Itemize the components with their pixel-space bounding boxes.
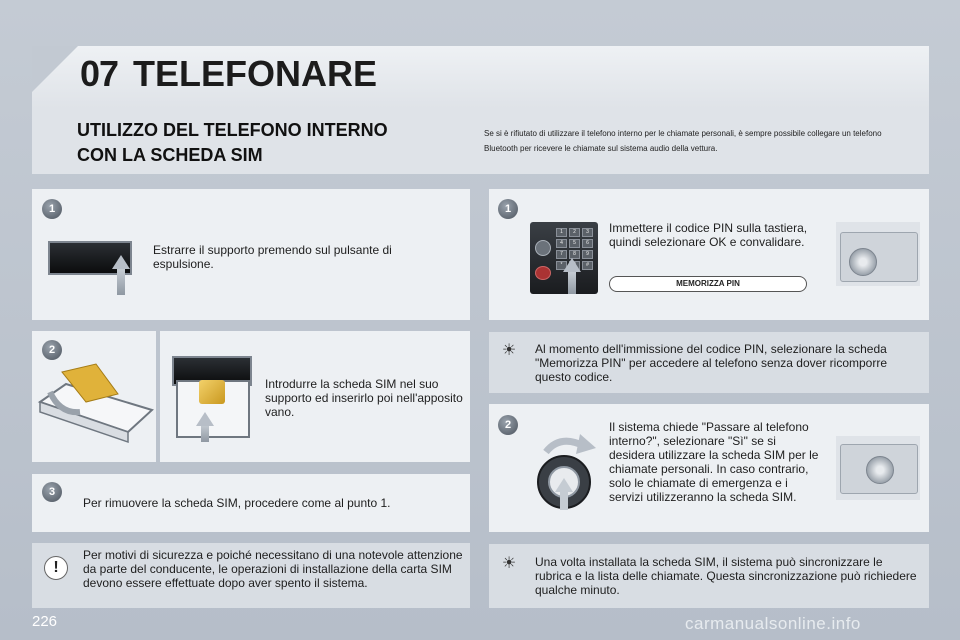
keypad-red-button-icon — [535, 266, 551, 280]
radio-dial-icon — [866, 456, 894, 484]
left-step1-text: Estrarre il supporto premendo sul pulsante di espulsione. — [153, 243, 392, 271]
chapter-title: TELEFONARE — [133, 53, 378, 94]
right-step2-text: Il sistema chiede "Passare al telefono interno?", selezionare "Sì" se si desidera utilizzare la scheda SIM per le chiamate personali. In caso contrario, solo le chiamate di emergenza e i servizi utilizzeranno la scheda SIM. — [609, 420, 819, 504]
keypad-key: 8 — [569, 250, 580, 259]
keypad-key: 9 — [582, 250, 593, 259]
keypad-arrow-stem — [568, 272, 576, 294]
keypad-key: * — [556, 261, 567, 270]
page-number: 226 — [32, 613, 58, 630]
keypad-key: 6 — [582, 239, 593, 248]
warning-text: Per motivi di sicurezza e poiché necessitano di una notevole attenzione da parte del conducente, le operazioni di installazione della carta SIM devono essere effettuate dopo aver spento il sistema. — [83, 548, 463, 590]
radio-dial-icon — [849, 248, 877, 276]
keypad-key: 2 — [569, 228, 580, 237]
eject-arrow-icon — [112, 255, 130, 269]
left-step2-text: Introdurre la scheda SIM nel suo supporto ed inserirlo poi nell'apposito vano. — [265, 377, 463, 419]
section-title-line1: UTILIZZO DEL TELEFONO INTERNO — [77, 120, 388, 140]
watermark: carmanualsonline.info — [685, 614, 861, 633]
step-badge: 3 — [42, 482, 62, 502]
keypad-key: 1 — [556, 228, 567, 237]
keypad-key: 4 — [556, 239, 567, 248]
keypad-key: 7 — [556, 250, 567, 259]
insert-arrow-stem — [201, 424, 209, 442]
step-badge: 1 — [498, 199, 518, 219]
keypad-knob-icon — [535, 240, 551, 256]
rotary-knob-illustration — [532, 430, 602, 516]
keypad-key: # — [582, 261, 593, 270]
step-badge: 2 — [498, 415, 518, 435]
eject-arrow-stem — [117, 269, 125, 295]
chapter-number: 07 — [80, 53, 119, 94]
tip1-text: Al momento dell'immissione del codice PIN, selezionare la scheda "Memorizza PIN" per accedere al telefono senza dover ricomporre questo codice. — [535, 342, 888, 384]
section-title — [77, 118, 457, 168]
keypad-key: 5 — [569, 239, 580, 248]
tip-light-icon: ☀ — [501, 555, 517, 572]
header-note: Se si è rifiutato di utilizzare il telefono interno per le chiamate personali, è sempre possibile collegare un telefono Bluetooth per ricevere le chiamate sul sistema audio della vettura. — [484, 129, 882, 153]
tip-light-icon: ☀ — [501, 342, 517, 359]
keypad-key: 0 — [569, 261, 580, 270]
keypad-arrow-icon — [563, 258, 581, 272]
left-step3-text: Per rimuovere la scheda SIM, procedere come al punto 1. — [83, 496, 391, 510]
sim-card-chip-icon — [199, 380, 225, 404]
step-badge: 2 — [42, 340, 62, 360]
section-title-line2: CON LA SCHEDA SIM — [77, 145, 263, 165]
sim-tray-illustration — [36, 362, 154, 444]
warning-icon: ! — [44, 556, 68, 580]
memorizza-pin-button[interactable]: MEMORIZZA PIN — [609, 276, 807, 292]
insert-arrow-icon — [196, 412, 214, 426]
header-corner-notch — [32, 46, 78, 92]
keypad-key: 3 — [582, 228, 593, 237]
tip2-text: Una volta installata la scheda SIM, il sistema può sincronizzare le rubrica e la lista delle chiamate. Questa sincronizzazione può richiedere qualche minuto. — [535, 555, 917, 597]
right-step1-text: Immettere il codice PIN sulla tastiera, quindi selezionare OK e convalidare. — [609, 221, 808, 249]
step-badge: 1 — [42, 199, 62, 219]
